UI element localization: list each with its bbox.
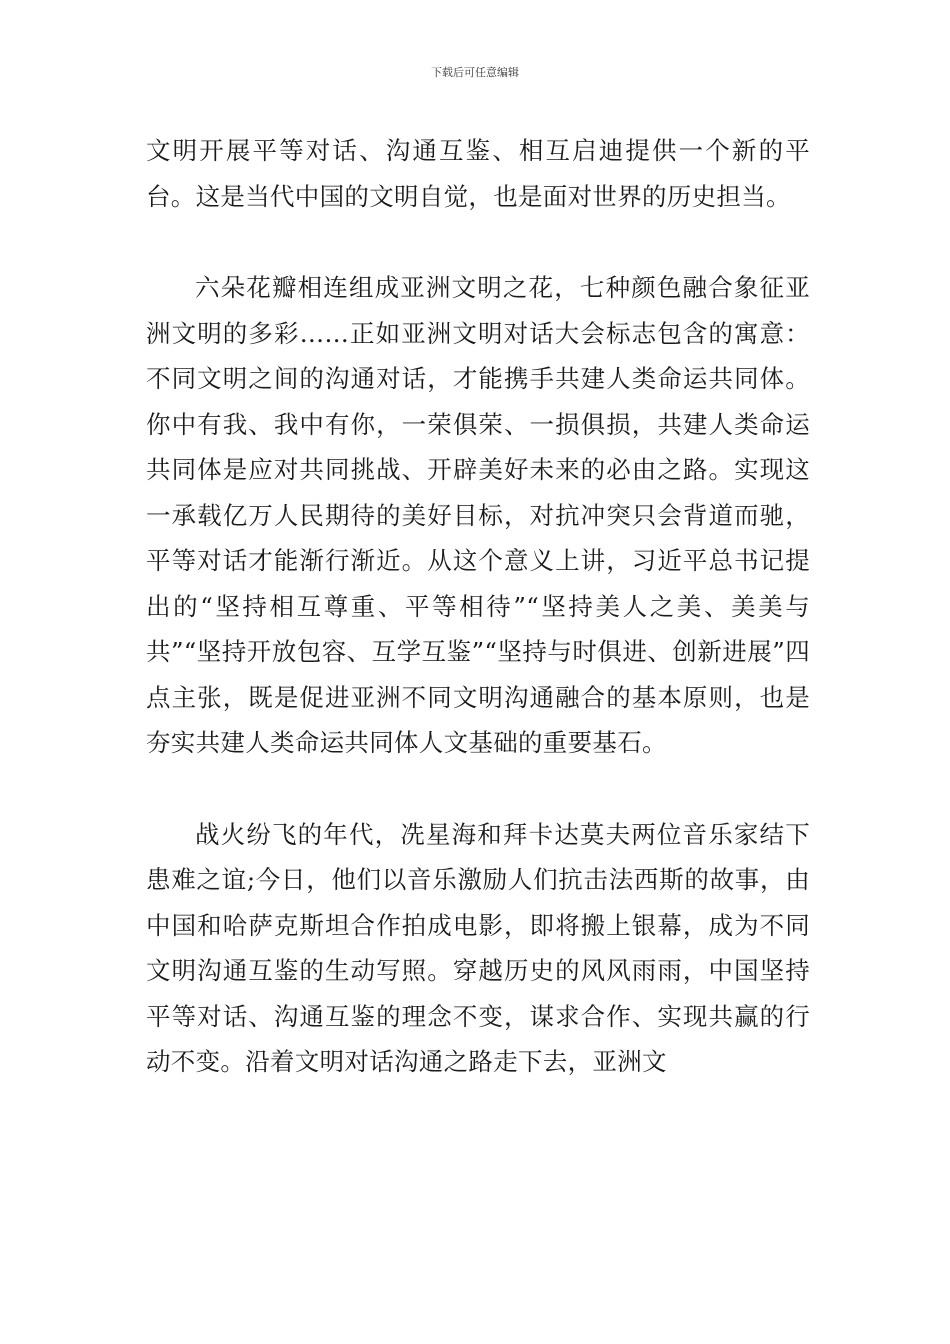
- paragraph-asian-civilization-flower: 六朵花瓣相连组成亚洲文明之花，七种颜色融合象征亚洲文明的多彩……正如亚洲文明对话大会标志包含的寓意：不同文明之间的沟通对话，才能携手共建人类命运共同体。你中有我、我中有你，一荣俱荣、一损俱损，共建人类命运共同体是应对共同挑战、开辟美好未来的必由之路。实现这一承载亿万人民期待的美好目标，对抗冲突只会背道而驰，平等对话才能渐行渐近。从这个意义上讲，习近平总书记提出的“坚持相互尊重、平等相待”“坚持美人之美、美美与共”“坚持开放包容、互学互鉴”“坚持与时俱进、创新进展”四点主张，既是促进亚洲不同文明沟通融合的基本原则，也是夯实共建人类命运共同体人文基础的重要基石。: [146, 273, 810, 757]
- paragraph-war-era-friendship: 战火纷飞的年代，冼星海和拜卡达莫夫两位音乐家结下患难之谊;今日，他们以音乐激励人们抗击法西斯的故事，由中国和哈萨克斯坦合作拍成电影，即将搬上银幕，成为不同文明沟通互鉴的生动写照。穿越历史的风风雨雨，中国坚持平等对话、沟通互鉴的理念不变，谋求合作、实现共赢的行动不变。沿着文明对话沟通之路走下去，亚洲文: [146, 819, 810, 1076]
- page-header-note: 下载后可任意编辑: [431, 66, 519, 79]
- paragraph-gap: [146, 766, 810, 812]
- paragraph-gap: [146, 219, 810, 265]
- document-body: [146, 128, 810, 1085]
- paragraph-continuation: 文明开展平等对话、沟通互鉴、相互启迪提供一个新的平台。这是当代中国的文明自觉，也是面对世界的历史担当。: [146, 136, 810, 211]
